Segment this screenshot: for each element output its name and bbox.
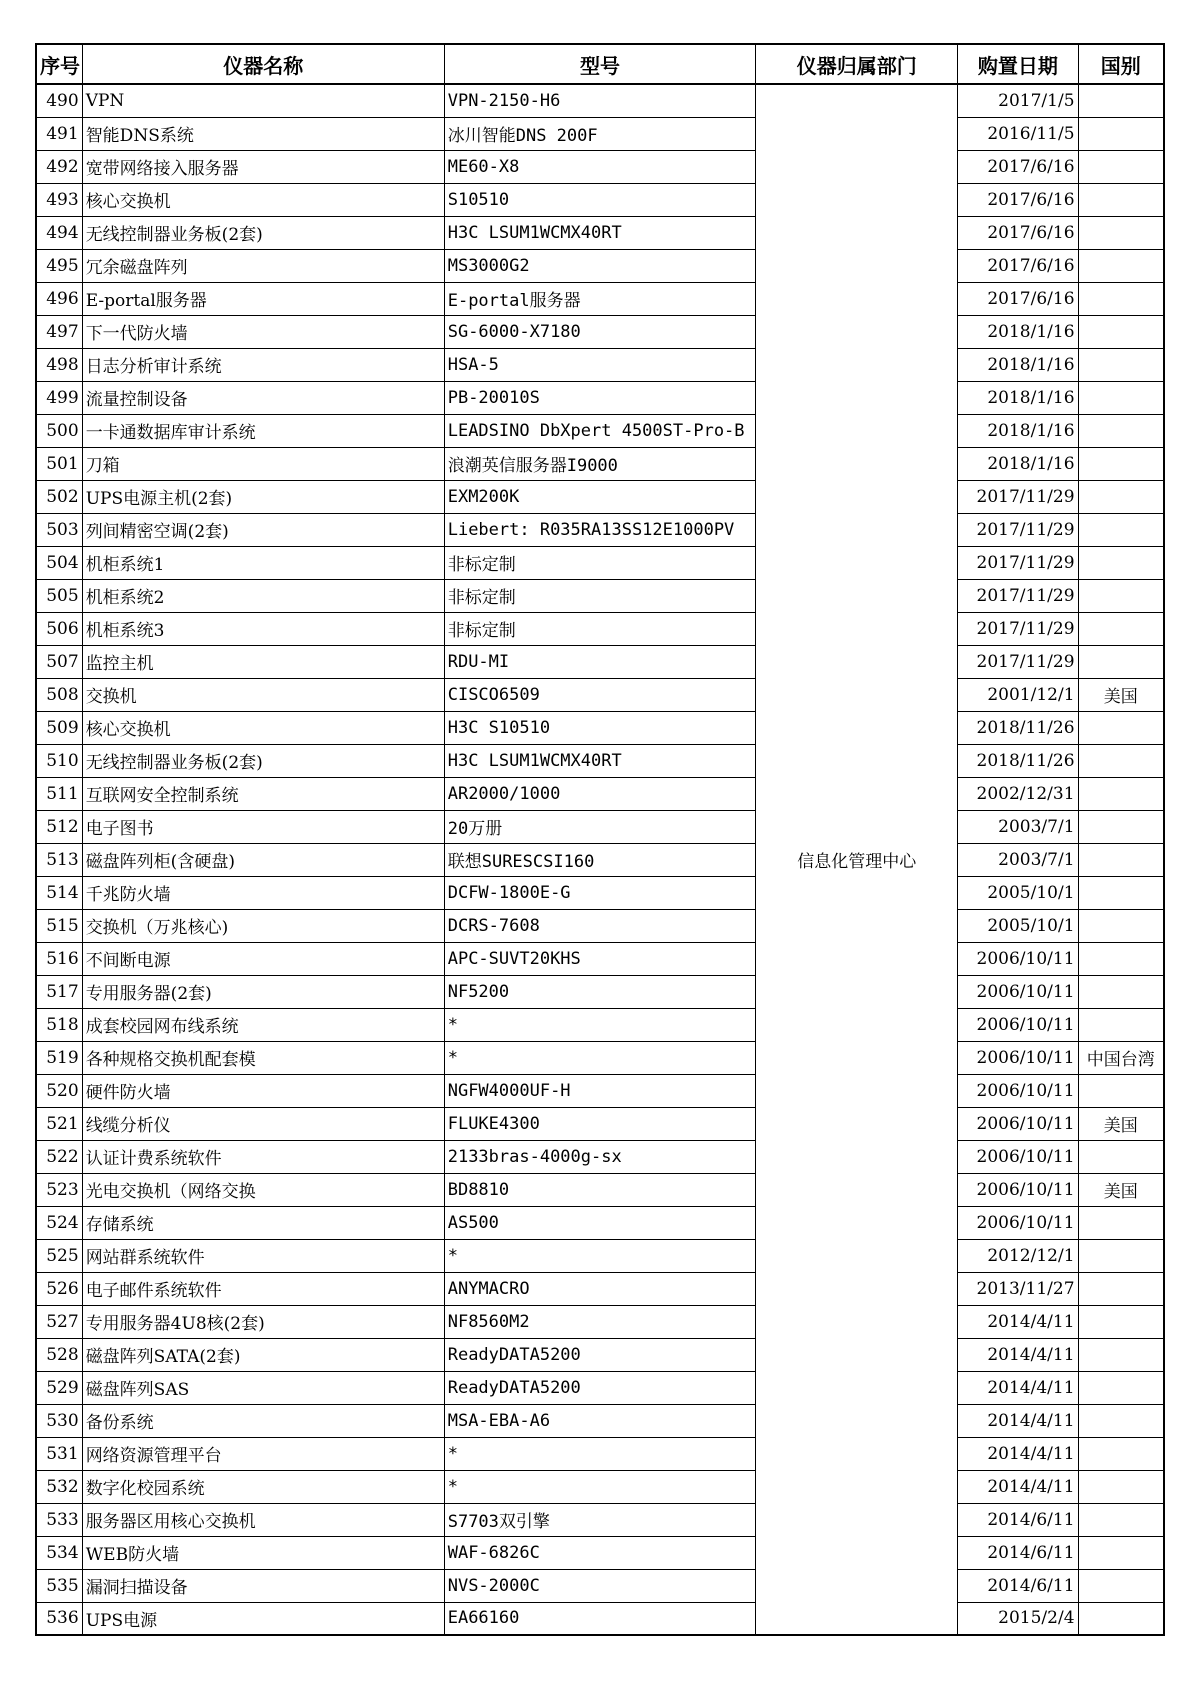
cell-date: 2014/4/11: [958, 1371, 1078, 1404]
table-row: [36, 1206, 1164, 1239]
cell-no: 503: [36, 513, 82, 546]
cell-name: 机柜系统2: [82, 579, 444, 612]
cell-country: [1078, 150, 1164, 183]
cell-model: DCFW-1800E-G: [444, 876, 756, 909]
cell-no: 523: [36, 1173, 82, 1206]
table-row: [36, 117, 1164, 150]
cell-country: [1078, 1305, 1164, 1338]
cell-name: 各种规格交换机配套模: [82, 1041, 444, 1074]
cell-date: 2017/6/16: [958, 150, 1078, 183]
cell-country: [1078, 612, 1164, 645]
cell-no: 505: [36, 579, 82, 612]
table-row: [36, 1536, 1164, 1569]
table-row: [36, 1437, 1164, 1470]
cell-model: CISCO6509: [444, 678, 756, 711]
cell-country: [1078, 1239, 1164, 1272]
cell-date: 2006/10/11: [958, 1041, 1078, 1074]
cell-no: 502: [36, 480, 82, 513]
cell-no: 494: [36, 216, 82, 249]
cell-country: [1078, 480, 1164, 513]
cell-model: MSA-EBA-A6: [444, 1404, 756, 1437]
cell-date: 2013/11/27: [958, 1272, 1078, 1305]
cell-country: [1078, 810, 1164, 843]
table-row: [36, 1338, 1164, 1371]
cell-model: *: [444, 1008, 756, 1041]
table-row: [36, 1107, 1164, 1140]
cell-date: 2017/6/16: [958, 249, 1078, 282]
cell-model: H3C LSUM1WCMX40RT: [444, 744, 756, 777]
cell-no: 509: [36, 711, 82, 744]
table-row: [36, 216, 1164, 249]
cell-country: [1078, 216, 1164, 249]
cell-country: [1078, 1074, 1164, 1107]
cell-model: *: [444, 1239, 756, 1272]
table-row: [36, 744, 1164, 777]
cell-country: 中国台湾: [1078, 1041, 1164, 1074]
cell-no: 531: [36, 1437, 82, 1470]
cell-country: [1078, 1404, 1164, 1437]
cell-no: 522: [36, 1140, 82, 1173]
cell-model: NF8560M2: [444, 1305, 756, 1338]
table-row: [36, 546, 1164, 579]
cell-no: 499: [36, 381, 82, 414]
cell-no: 490: [36, 84, 82, 117]
table-row: [36, 711, 1164, 744]
cell-no: 511: [36, 777, 82, 810]
cell-name: 服务器区用核心交换机: [82, 1503, 444, 1536]
cell-name: 互联网安全控制系统: [82, 777, 444, 810]
cell-date: 2014/4/11: [958, 1470, 1078, 1503]
cell-date: 2006/10/11: [958, 1140, 1078, 1173]
cell-model: FLUKE4300: [444, 1107, 756, 1140]
table-row: [36, 1074, 1164, 1107]
table-row: [36, 1272, 1164, 1305]
cell-model: LEADSINO DbXpert 4500ST-Pro-B: [444, 414, 756, 447]
cell-date: 2012/12/1: [958, 1239, 1078, 1272]
cell-name: 监控主机: [82, 645, 444, 678]
cell-name: 认证计费系统软件: [82, 1140, 444, 1173]
cell-model: Liebert: R035RA13SS12E1000PV: [444, 513, 756, 546]
cell-name: 数字化校园系统: [82, 1470, 444, 1503]
cell-no: 532: [36, 1470, 82, 1503]
table-row: [36, 1371, 1164, 1404]
cell-country: [1078, 1272, 1164, 1305]
cell-no: 524: [36, 1206, 82, 1239]
cell-no: 491: [36, 117, 82, 150]
cell-no: 504: [36, 546, 82, 579]
cell-model: 浪潮英信服务器I9000: [444, 447, 756, 480]
cell-name: 核心交换机: [82, 711, 444, 744]
cell-model: 联想SURESCSI160: [444, 843, 756, 876]
cell-name: 硬件防火墙: [82, 1074, 444, 1107]
table-row: [36, 249, 1164, 282]
cell-model: SG-6000-X7180: [444, 315, 756, 348]
cell-date: 2001/12/1: [958, 678, 1078, 711]
cell-model: EXM200K: [444, 480, 756, 513]
cell-no: 516: [36, 942, 82, 975]
table-row: [36, 1173, 1164, 1206]
cell-no: 517: [36, 975, 82, 1008]
cell-no: 515: [36, 909, 82, 942]
cell-no: 496: [36, 282, 82, 315]
cell-name: 核心交换机: [82, 183, 444, 216]
table-row: [36, 84, 1164, 117]
cell-date: 2003/7/1: [958, 810, 1078, 843]
cell-date: 2014/6/11: [958, 1569, 1078, 1602]
cell-date: 2017/11/29: [958, 645, 1078, 678]
cell-date: 2005/10/1: [958, 909, 1078, 942]
cell-date: 2014/4/11: [958, 1404, 1078, 1437]
cell-date: 2014/6/11: [958, 1503, 1078, 1536]
cell-name: 下一代防火墙: [82, 315, 444, 348]
cell-no: 513: [36, 843, 82, 876]
cell-name: 磁盘阵列SAS: [82, 1371, 444, 1404]
cell-no: 519: [36, 1041, 82, 1074]
cell-date: 2016/11/5: [958, 117, 1078, 150]
table-row: [36, 612, 1164, 645]
cell-no: 527: [36, 1305, 82, 1338]
table-row: [36, 480, 1164, 513]
table-row: [36, 447, 1164, 480]
cell-date: 2014/6/11: [958, 1536, 1078, 1569]
cell-country: [1078, 777, 1164, 810]
cell-country: [1078, 975, 1164, 1008]
cell-date: 2006/10/11: [958, 1008, 1078, 1041]
cell-model: BD8810: [444, 1173, 756, 1206]
cell-no: 526: [36, 1272, 82, 1305]
header-name: 仪器名称: [82, 44, 444, 84]
cell-date: 2017/11/29: [958, 546, 1078, 579]
cell-model: ANYMACRO: [444, 1272, 756, 1305]
cell-name: 无线控制器业务板(2套): [82, 216, 444, 249]
cell-name: 磁盘阵列SATA(2套): [82, 1338, 444, 1371]
cell-country: [1078, 117, 1164, 150]
cell-country: [1078, 942, 1164, 975]
table-row: [36, 1470, 1164, 1503]
cell-date: 2017/11/29: [958, 513, 1078, 546]
cell-name: 漏洞扫描设备: [82, 1569, 444, 1602]
cell-date: 2017/1/5: [958, 84, 1078, 117]
cell-name: 无线控制器业务板(2套): [82, 744, 444, 777]
cell-model: MS3000G2: [444, 249, 756, 282]
cell-country: [1078, 183, 1164, 216]
cell-no: 529: [36, 1371, 82, 1404]
cell-name: 千兆防火墙: [82, 876, 444, 909]
cell-name: 成套校园网布线系统: [82, 1008, 444, 1041]
cell-no: 500: [36, 414, 82, 447]
cell-name: 备份系统: [82, 1404, 444, 1437]
table-row: [36, 1569, 1164, 1602]
cell-model: AS500: [444, 1206, 756, 1239]
cell-model: APC-SUVT20KHS: [444, 942, 756, 975]
cell-model: ReadyDATA5200: [444, 1338, 756, 1371]
table-row: [36, 777, 1164, 810]
table-row: [36, 1041, 1164, 1074]
cell-date: 2006/10/11: [958, 1074, 1078, 1107]
cell-country: [1078, 381, 1164, 414]
instrument-table: [35, 43, 1165, 1636]
cell-no: 497: [36, 315, 82, 348]
cell-name: 机柜系统3: [82, 612, 444, 645]
header-dept: 仪器归属部门: [756, 44, 958, 84]
cell-no: 508: [36, 678, 82, 711]
cell-name: 流量控制设备: [82, 381, 444, 414]
cell-country: [1078, 282, 1164, 315]
header-date: 购置日期: [958, 44, 1078, 84]
table-row: [36, 810, 1164, 843]
cell-model: DCRS-7608: [444, 909, 756, 942]
cell-model: *: [444, 1437, 756, 1470]
table-row: [36, 1404, 1164, 1437]
cell-date: 2006/10/11: [958, 942, 1078, 975]
cell-no: 510: [36, 744, 82, 777]
cell-name: UPS电源主机(2套): [82, 480, 444, 513]
cell-date: 2006/10/11: [958, 1206, 1078, 1239]
table-row: [36, 348, 1164, 381]
table-row: [36, 183, 1164, 216]
cell-country: [1078, 1470, 1164, 1503]
table-row: [36, 150, 1164, 183]
cell-date: 2017/11/29: [958, 612, 1078, 645]
table-row: [36, 909, 1164, 942]
cell-country: [1078, 1371, 1164, 1404]
table-row: [36, 1239, 1164, 1272]
cell-country: 美国: [1078, 678, 1164, 711]
cell-no: 535: [36, 1569, 82, 1602]
cell-date: 2017/6/16: [958, 183, 1078, 216]
cell-name: 专用服务器4U8核(2套): [82, 1305, 444, 1338]
table-row: [36, 1602, 1164, 1635]
header-no: 序号: [36, 44, 82, 84]
cell-name: 网络资源管理平台: [82, 1437, 444, 1470]
cell-name: 电子图书: [82, 810, 444, 843]
cell-model: E-portal服务器: [444, 282, 756, 315]
cell-name: 列间精密空调(2套): [82, 513, 444, 546]
cell-date: 2003/7/1: [958, 843, 1078, 876]
cell-model: RDU-MI: [444, 645, 756, 678]
cell-name: 线缆分析仪: [82, 1107, 444, 1140]
cell-country: [1078, 909, 1164, 942]
cell-no: 528: [36, 1338, 82, 1371]
cell-name: 不间断电源: [82, 942, 444, 975]
table-row: [36, 1008, 1164, 1041]
table-row: [36, 843, 1164, 876]
cell-no: 520: [36, 1074, 82, 1107]
cell-date: 2018/11/26: [958, 711, 1078, 744]
cell-no: 525: [36, 1239, 82, 1272]
cell-date: 2015/2/4: [958, 1602, 1078, 1635]
header-row: [36, 44, 1164, 84]
table-row: [36, 414, 1164, 447]
cell-model: ME60-X8: [444, 150, 756, 183]
cell-date: 2018/11/26: [958, 744, 1078, 777]
cell-no: 506: [36, 612, 82, 645]
cell-no: 533: [36, 1503, 82, 1536]
cell-name: 交换机（万兆核心): [82, 909, 444, 942]
cell-country: [1078, 1503, 1164, 1536]
table-row: [36, 645, 1164, 678]
cell-country: 美国: [1078, 1107, 1164, 1140]
cell-country: 美国: [1078, 1173, 1164, 1206]
cell-country: [1078, 744, 1164, 777]
cell-country: [1078, 249, 1164, 282]
cell-name: VPN: [82, 84, 444, 117]
cell-model: H3C LSUM1WCMX40RT: [444, 216, 756, 249]
cell-model: S10510: [444, 183, 756, 216]
cell-no: 514: [36, 876, 82, 909]
cell-no: 507: [36, 645, 82, 678]
cell-name: 宽带网络接入服务器: [82, 150, 444, 183]
cell-name: 一卡通数据库审计系统: [82, 414, 444, 447]
cell-name: 磁盘阵列柜(含硬盘): [82, 843, 444, 876]
cell-no: 492: [36, 150, 82, 183]
cell-model: 2133bras-4000g-sx: [444, 1140, 756, 1173]
cell-no: 518: [36, 1008, 82, 1041]
table-body: [36, 84, 1164, 1635]
cell-country: [1078, 1140, 1164, 1173]
cell-date: 2014/4/11: [958, 1305, 1078, 1338]
cell-model: *: [444, 1470, 756, 1503]
cell-no: 493: [36, 183, 82, 216]
cell-model: *: [444, 1041, 756, 1074]
cell-name: 刀箱: [82, 447, 444, 480]
cell-country: [1078, 843, 1164, 876]
cell-name: UPS电源: [82, 1602, 444, 1635]
cell-no: 530: [36, 1404, 82, 1437]
cell-name: 专用服务器(2套): [82, 975, 444, 1008]
table-row: [36, 678, 1164, 711]
cell-country: [1078, 1569, 1164, 1602]
cell-model: H3C S10510: [444, 711, 756, 744]
cell-model: 非标定制: [444, 579, 756, 612]
cell-date: 2018/1/16: [958, 348, 1078, 381]
cell-name: 存储系统: [82, 1206, 444, 1239]
cell-no: 501: [36, 447, 82, 480]
cell-model: S7703双引擎: [444, 1503, 756, 1536]
cell-date: 2005/10/1: [958, 876, 1078, 909]
cell-country: [1078, 1602, 1164, 1635]
cell-date: 2018/1/16: [958, 315, 1078, 348]
cell-country: [1078, 513, 1164, 546]
cell-model: WAF-6826C: [444, 1536, 756, 1569]
cell-model: NGFW4000UF-H: [444, 1074, 756, 1107]
cell-date: 2006/10/11: [958, 1173, 1078, 1206]
cell-date: 2014/4/11: [958, 1338, 1078, 1371]
cell-date: 2017/11/29: [958, 480, 1078, 513]
cell-country: [1078, 711, 1164, 744]
cell-date: 2014/4/11: [958, 1437, 1078, 1470]
cell-country: [1078, 1206, 1164, 1239]
table-row: [36, 1305, 1164, 1338]
cell-date: 2018/1/16: [958, 414, 1078, 447]
cell-model: 20万册: [444, 810, 756, 843]
header-model: 型号: [444, 44, 756, 84]
cell-country: [1078, 1536, 1164, 1569]
cell-model: VPN-2150-H6: [444, 84, 756, 117]
cell-name: 交换机: [82, 678, 444, 711]
cell-name: 电子邮件系统软件: [82, 1272, 444, 1305]
cell-name: 机柜系统1: [82, 546, 444, 579]
cell-no: 495: [36, 249, 82, 282]
table-row: [36, 942, 1164, 975]
cell-no: 536: [36, 1602, 82, 1635]
cell-date: 2002/12/31: [958, 777, 1078, 810]
cell-country: [1078, 1437, 1164, 1470]
cell-country: [1078, 315, 1164, 348]
cell-no: 521: [36, 1107, 82, 1140]
header-country: 国别: [1078, 44, 1164, 84]
cell-no: 534: [36, 1536, 82, 1569]
cell-department: 信息化管理中心: [756, 84, 958, 1635]
table-row: [36, 381, 1164, 414]
cell-country: [1078, 84, 1164, 117]
cell-date: 2006/10/11: [958, 1107, 1078, 1140]
cell-name: WEB防火墙: [82, 1536, 444, 1569]
cell-name: 光电交换机（网络交换: [82, 1173, 444, 1206]
cell-model: EA66160: [444, 1602, 756, 1635]
table-row: [36, 315, 1164, 348]
cell-no: 498: [36, 348, 82, 381]
cell-model: ReadyDATA5200: [444, 1371, 756, 1404]
cell-date: 2006/10/11: [958, 975, 1078, 1008]
cell-date: 2018/1/16: [958, 381, 1078, 414]
cell-country: [1078, 876, 1164, 909]
table-row: [36, 1503, 1164, 1536]
cell-country: [1078, 645, 1164, 678]
cell-country: [1078, 1008, 1164, 1041]
table-row: [36, 513, 1164, 546]
cell-model: HSA-5: [444, 348, 756, 381]
cell-country: [1078, 579, 1164, 612]
cell-model: 非标定制: [444, 612, 756, 645]
cell-country: [1078, 447, 1164, 480]
table-row: [36, 1140, 1164, 1173]
cell-country: [1078, 546, 1164, 579]
table-row: [36, 579, 1164, 612]
cell-country: [1078, 1338, 1164, 1371]
cell-model: 冰川智能DNS 200F: [444, 117, 756, 150]
cell-model: PB-20010S: [444, 381, 756, 414]
cell-name: 日志分析审计系统: [82, 348, 444, 381]
cell-name: 冗余磁盘阵列: [82, 249, 444, 282]
cell-country: [1078, 414, 1164, 447]
table-row: [36, 876, 1164, 909]
cell-date: 2018/1/16: [958, 447, 1078, 480]
cell-no: 512: [36, 810, 82, 843]
table-row: [36, 975, 1164, 1008]
cell-name: 智能DNS系统: [82, 117, 444, 150]
cell-model: AR2000/1000: [444, 777, 756, 810]
cell-date: 2017/11/29: [958, 579, 1078, 612]
table-row: [36, 282, 1164, 315]
cell-model: NF5200: [444, 975, 756, 1008]
cell-date: 2017/6/16: [958, 216, 1078, 249]
cell-model: NVS-2000C: [444, 1569, 756, 1602]
cell-country: [1078, 348, 1164, 381]
cell-model: 非标定制: [444, 546, 756, 579]
cell-name: E-portal服务器: [82, 282, 444, 315]
cell-date: 2017/6/16: [958, 282, 1078, 315]
cell-name: 网站群系统软件: [82, 1239, 444, 1272]
